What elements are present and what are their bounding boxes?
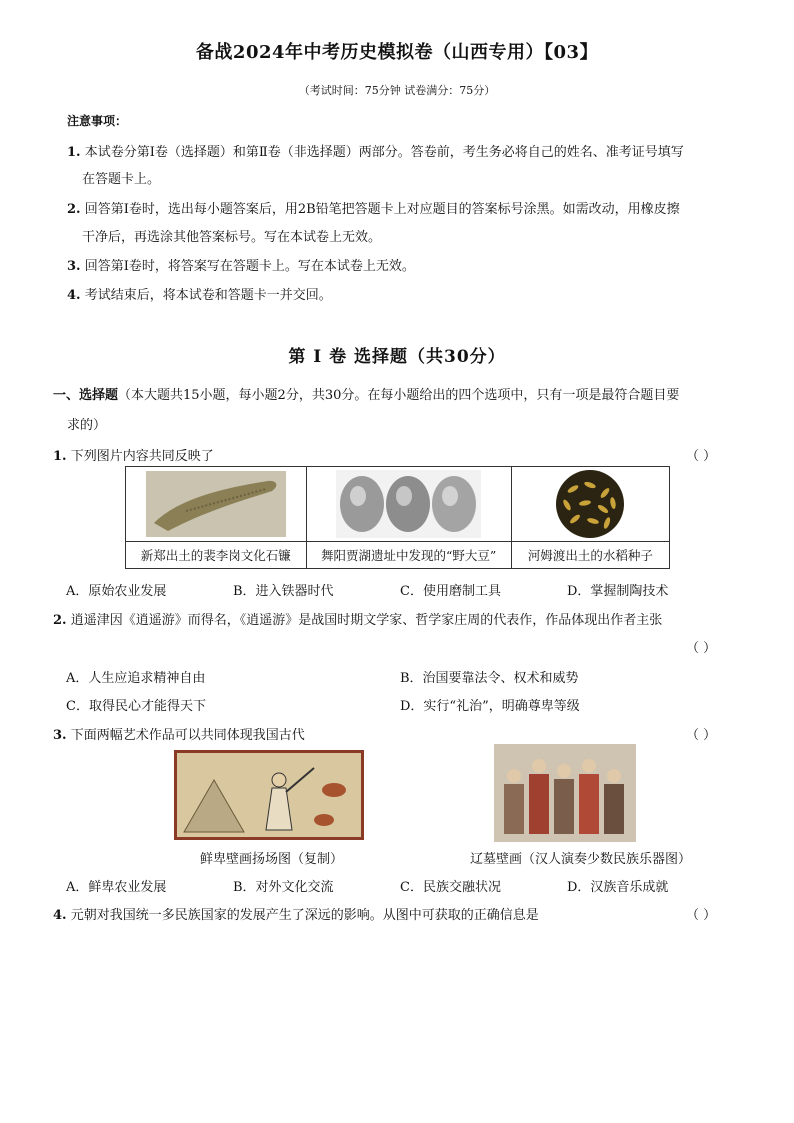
notice-item-2-cont: 干净后，再选涂其他答案标号。写在本试卷上无效。	[82, 230, 382, 245]
question-stem: 逍遥津因《逍遥游》而得名，《逍遥游》是战国时期文学家、哲学家庄周的代表作，作品体现出作者主张	[70, 613, 663, 628]
q3-option-a: A．鲜卑农业发展	[66, 880, 167, 895]
notice-item-text: 回答第Ⅰ卷时，将答案写在答题卡上。写在本试卷上无效。	[84, 259, 415, 274]
question-num: 3.	[53, 728, 67, 743]
notice-item-text: 回答第Ⅰ卷时，选出每小题答案后，用2B铅笔把答题卡上对应题目的答案标号涂黑。如需改动，用橡皮擦	[84, 202, 680, 217]
image-caption-liao: 辽墓壁画（汉人演奏少数民族乐器图）	[470, 852, 692, 867]
question-num: 4.	[53, 908, 67, 923]
q3-option-b: B．对外文化交流	[233, 880, 334, 895]
exam-subtitle: （考试时间：75分钟 试卷满分：75分）	[298, 84, 496, 97]
q1-option-c: C．使用磨制工具	[400, 584, 501, 599]
question-num: 2.	[53, 613, 67, 628]
notice-item-1	[67, 141, 684, 160]
section-title: 第 Ⅰ 卷 选择题（共30分）	[288, 347, 506, 367]
notice-item-1-cont: 在答题卡上。	[82, 172, 161, 187]
part-label: 一、选择题	[53, 388, 119, 403]
q2-option-b: B．治国要靠法令、权术和威势	[400, 671, 579, 686]
image-cell-rice	[511, 467, 669, 542]
notice-item-text: 考试结束后，将本试卷和答题卡一并交回。	[84, 288, 332, 303]
notice-item-2	[67, 198, 680, 217]
q2-option-c: C．取得民心才能得天下	[66, 699, 206, 714]
part-intro	[53, 384, 679, 403]
answer-blank-2: （ ）	[686, 641, 717, 656]
question-num: 1.	[53, 449, 67, 464]
q1-option-d: D．掌握制陶技术	[567, 584, 669, 599]
notice-item-num: 3.	[67, 259, 81, 274]
notice-item-3	[67, 255, 415, 274]
answer-blank-1: （ ）	[686, 449, 717, 464]
question-2	[53, 609, 662, 628]
question-1-image-table	[125, 466, 670, 569]
wild-soybean-image	[336, 470, 481, 538]
image-cell-sickle	[126, 467, 307, 542]
answer-blank-3: （ ）	[686, 728, 717, 743]
q3-option-d: D．汉族音乐成就	[567, 880, 669, 895]
q1-option-a: A．原始农业发展	[66, 584, 167, 599]
part-intro-cont: 求的）	[67, 418, 107, 433]
notice-item-num: 4.	[67, 288, 81, 303]
notice-item-4	[67, 284, 332, 303]
notice-item-num: 1.	[67, 145, 81, 160]
question-stem: 元朝对我国统一多民族国家的发展产生了深远的影响。从图中可获取的正确信息是	[70, 908, 539, 923]
question-stem: 下面两幅艺术作品可以共同体现我国古代	[70, 728, 305, 743]
rice-seeds-image	[545, 469, 635, 539]
stone-sickle-image	[146, 471, 286, 537]
notice-heading: 注意事项：	[67, 114, 128, 128]
image-caption: 舞阳贾湖遗址中发现的“野大豆”	[306, 542, 511, 569]
notice-item-num: 2.	[67, 202, 81, 217]
q2-option-a: A．人生应追求精神自由	[66, 671, 206, 686]
question-4	[53, 904, 539, 923]
image-caption: 新郑出土的裴李岗文化石镰	[126, 542, 307, 569]
question-3	[53, 724, 305, 743]
q3-option-c: C．民族交融状况	[400, 880, 501, 895]
answer-blank-4: （ ）	[686, 908, 717, 923]
question-stem: 下列图片内容共同反映了	[70, 449, 214, 464]
image-cell-soybean	[306, 467, 511, 542]
image-caption-xianbei: 鲜卑壁画扬场图（复制）	[200, 852, 344, 867]
q2-option-d: D．实行“礼治”，明确尊卑等级	[400, 699, 580, 714]
exam-title: 备战2024年中考历史模拟卷（山西专用）【03】	[195, 42, 599, 63]
image-caption: 河姆渡出土的水稻种子	[511, 542, 669, 569]
question-1	[53, 445, 214, 464]
part-desc: （本大题共15小题，每小题2分，共30分。在每小题给出的四个选项中，只有一项是最符合题目要	[118, 388, 680, 403]
liao-tomb-mural-image	[494, 744, 636, 842]
notice-item-text: 本试卷分第Ⅰ卷（选择题）和第Ⅱ卷（非选择题）两部分。答卷前，考生务必将自己的姓名、准考证号填写	[84, 145, 684, 160]
q1-option-b: B．进入铁器时代	[233, 584, 334, 599]
xianbei-mural-image	[174, 750, 364, 840]
